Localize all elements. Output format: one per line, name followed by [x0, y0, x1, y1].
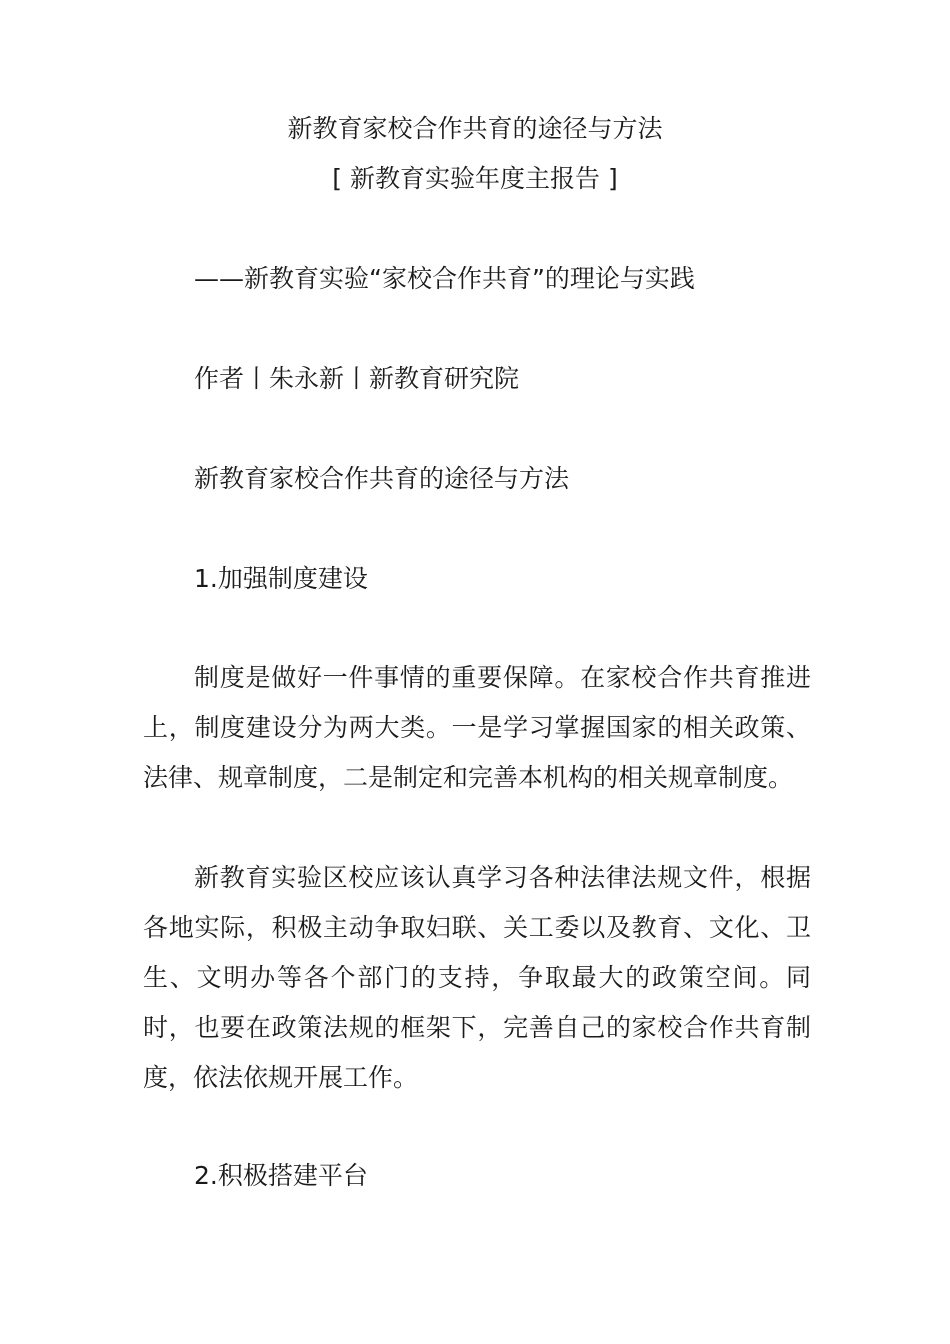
paragraph-1: 制度是做好一件事情的重要保障。在家校合作共育推进上，制度建设分为两大类。一是学习掌握国家的相关政策、法律、规章制度，二是制定和完善本机构的相关规章制度。 — [143, 663, 811, 792]
tagline: ——新教育实验“家校合作共育”的理论与实践 — [194, 264, 695, 293]
heading-2: 2.积极搭建平台 — [194, 1161, 368, 1190]
title-block — [0, 104, 950, 204]
document-subtitle: [ 新教育实验年度主报告 ] — [332, 164, 618, 193]
section-title: 新教育家校合作共育的途径与方法 — [194, 464, 570, 493]
paragraph-2: 新教育实验区校应该认真学习各种法律法规文件，根据各地实际，积极主动争取妇联、关工委以及教育、文化、卫生、文明办等各个部门的支持，争取最大的政策空间。同时，也要在政策法规的框架下，完善自己的家校合作共育制度，依法依规开展工作。 — [143, 863, 811, 1092]
heading-1: 1.加强制度建设 — [194, 564, 368, 593]
document-title: 新教育家校合作共育的途径与方法 — [287, 114, 663, 143]
byline: 作者丨朱永新丨新教育研究院 — [194, 364, 520, 393]
